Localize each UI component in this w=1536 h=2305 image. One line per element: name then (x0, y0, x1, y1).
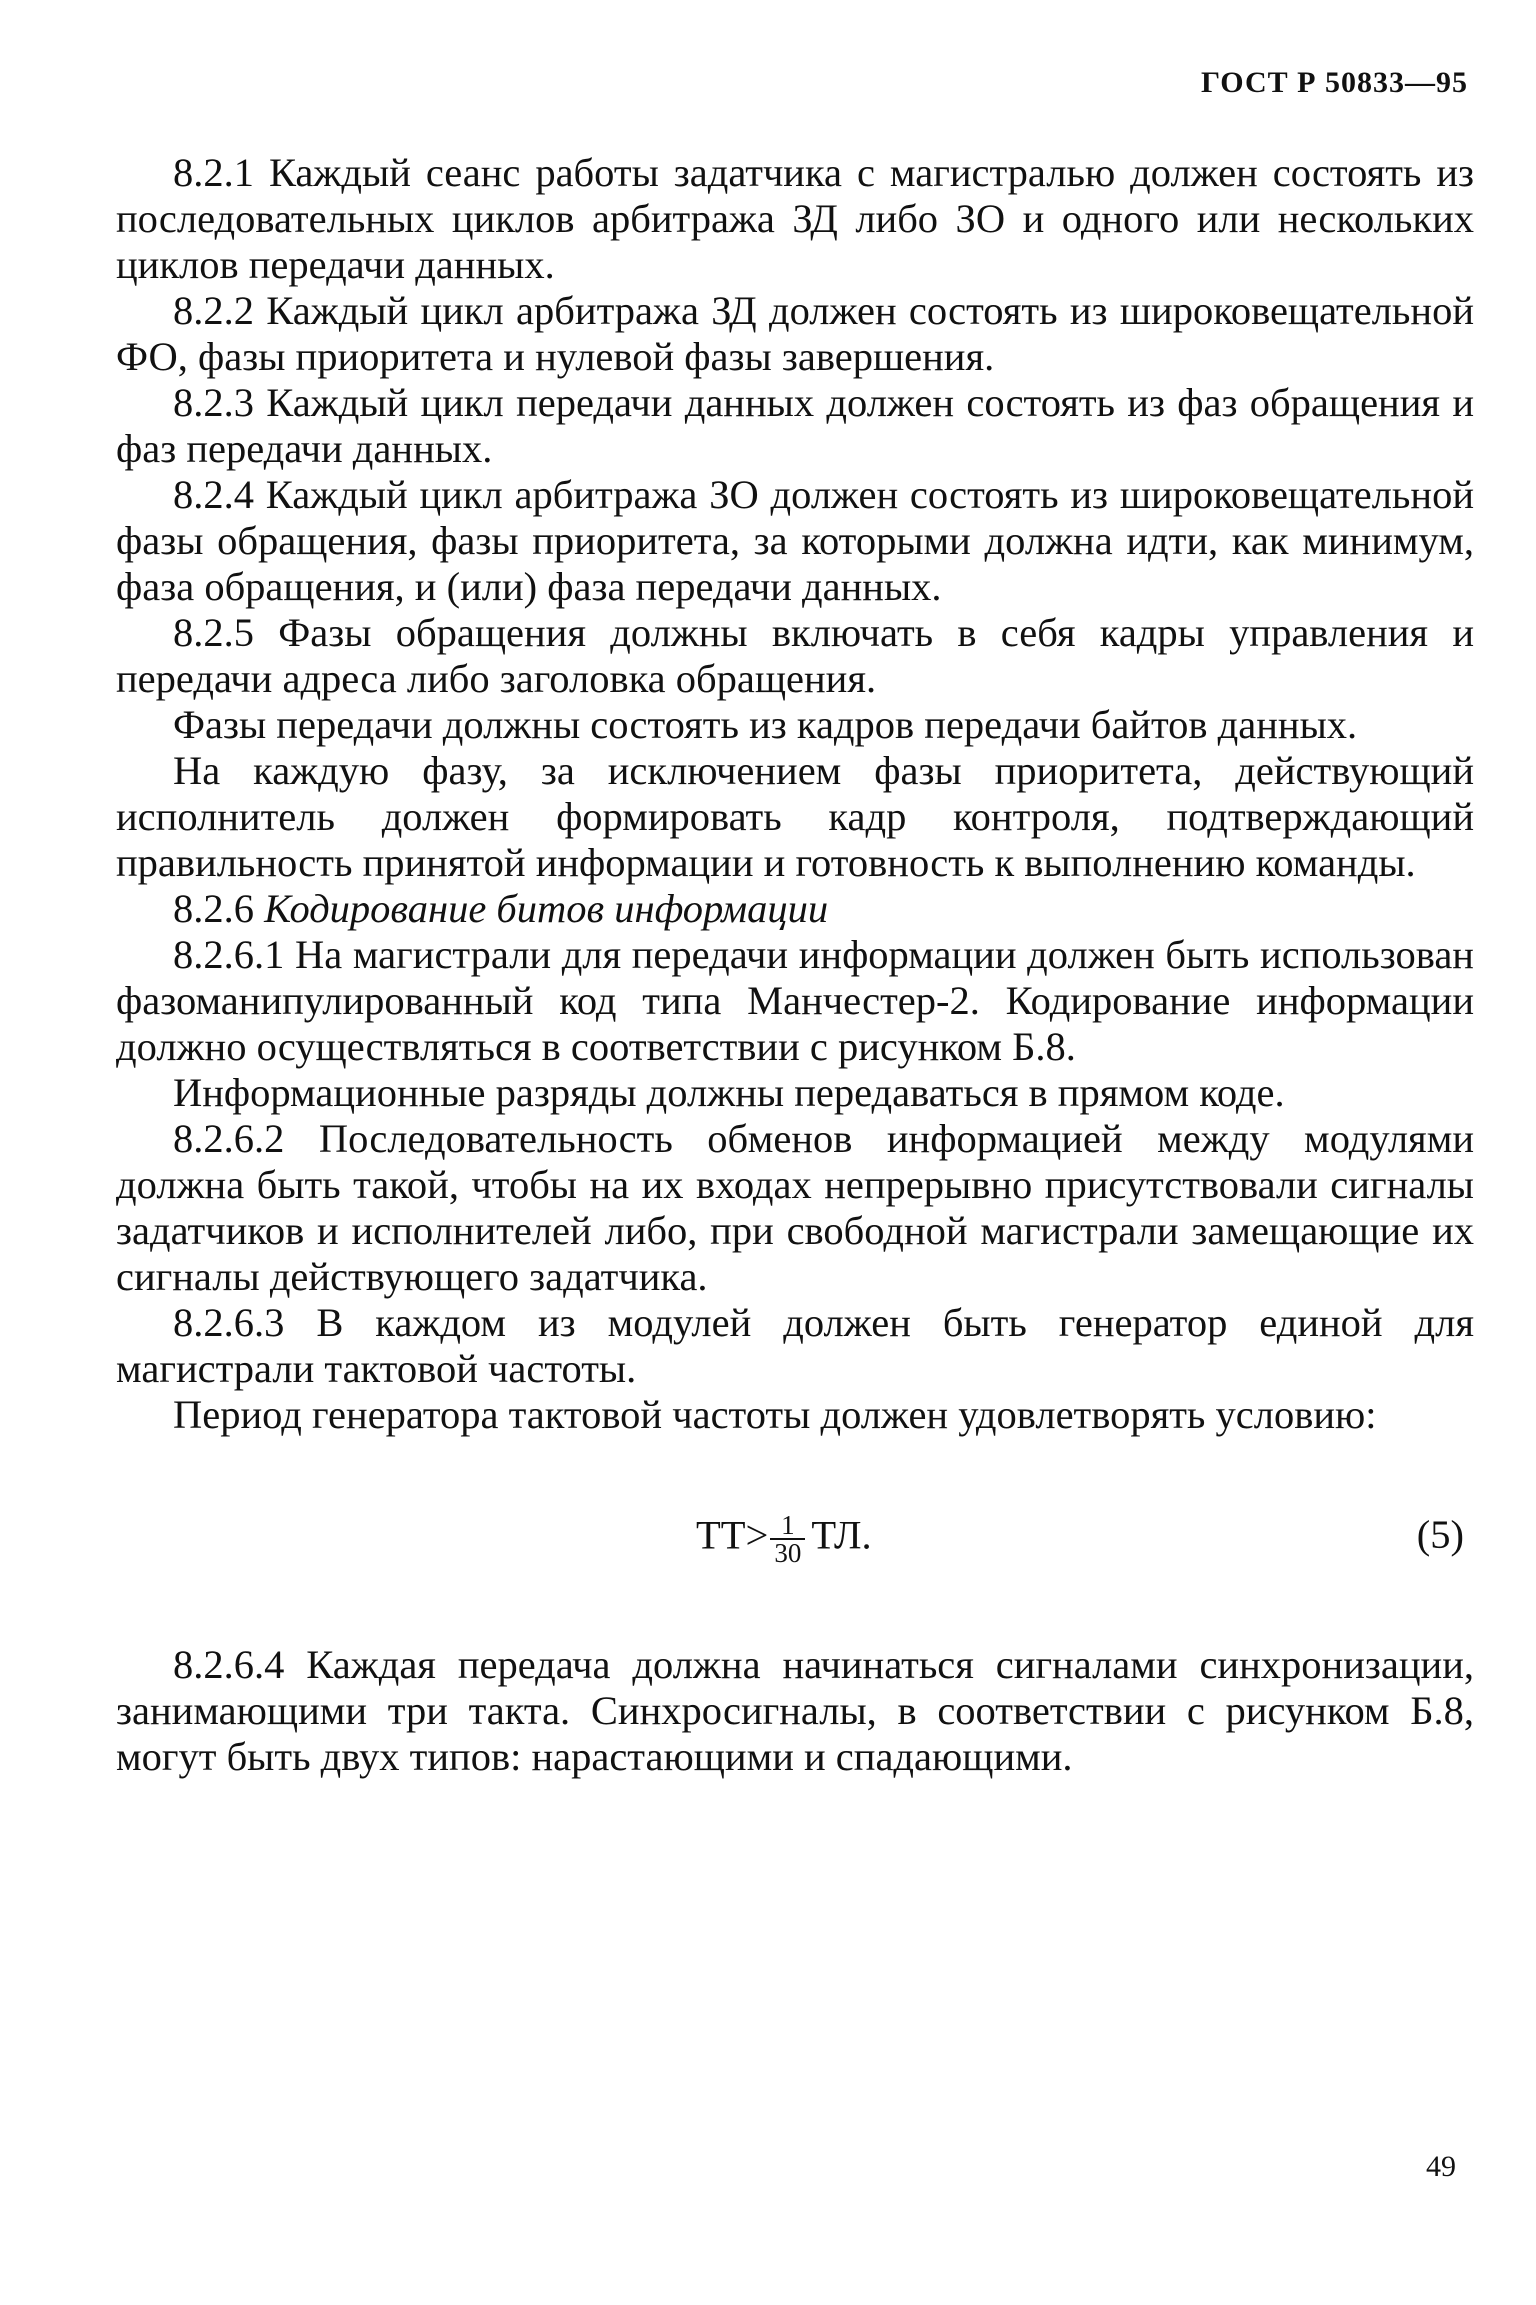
paragraph-direct-code: Информационные разряды должны передаваться в прямом коде. (173, 1070, 1285, 1115)
document-body (116, 150, 1474, 1780)
document-header: ГОСТ Р 50833—95 (1200, 66, 1468, 99)
paragraph-8-2-6-4: 8.2.6.4 Каждая передача должна начинаться сигналами синхронизации, занимающими три такта. Синхросигналы, в соответствии с рисунком Б.8, могут быть двух типов: нарастающими и спадающими. (116, 1642, 1474, 1779)
paragraph-transfer-phases: Фазы передачи должны состоять из кадров передачи байтов данных. (173, 702, 1358, 747)
paragraph-8-2-6-2: 8.2.6.2 Последовательность обменов информацией между модулями должна быть такой, чтобы на их входах непрерывно присутствовали сигналы задатчиков и исполнителей либо, при свободной магистрали замещающие их сигналы действующего задатчика. (116, 1116, 1474, 1299)
section-title: Кодирование битов информации (264, 886, 829, 931)
paragraph-8-2-6-3: 8.2.6.3 В каждом из модулей должен быть генератор единой для магистрали тактовой частоты. (116, 1300, 1474, 1391)
page-number: 49 (1426, 2150, 1456, 2183)
paragraph-8-2-3: 8.2.3 Каждый цикл передачи данных должен состоять из фаз обращения и фаз передачи данных. (116, 380, 1474, 471)
paragraph-8-2-5: 8.2.5 Фазы обращения должны включать в себя кадры управления и передачи адреса либо заголовка обращения. (116, 610, 1474, 701)
formula-block (116, 1474, 1474, 1610)
paragraph-8-2-2: 8.2.2 Каждый цикл арбитража ЗД должен состоять из широковещательной ФО, фазы приоритета и нулевой фазы завершения. (116, 288, 1474, 379)
section-number: 8.2.6 (173, 886, 254, 931)
formula-fraction (770, 1512, 805, 1566)
section-heading-8-2-6 (116, 886, 1474, 932)
paragraph-8-2-6-1: 8.2.6.1 На магистрали для передачи информации должен быть использован фазоманипулированный код типа Манчестер-2. Кодирование информации должно осуществляться в соответствии с рисунком Б.8. (116, 932, 1474, 1069)
paragraph-control-frame: На каждую фазу, за исключением фазы приоритета, действующий исполнитель должен формировать кадр контроля, подтверждающий правильность принятой информации и готовность к выполнению команды. (116, 748, 1474, 885)
paragraph-8-2-1: 8.2.1 Каждый сеанс работы задатчика с магистралью должен состоять из последовательных циклов арбитража ЗД либо ЗО и одного или нескольких циклов передачи данных. (116, 150, 1474, 287)
equation-number: (5) (1416, 1512, 1464, 1557)
formula-rhs: ТЛ. (811, 1512, 872, 1558)
formula-operator: > (745, 1512, 769, 1558)
paragraph-clock-period: Период генератора тактовой частоты должен удовлетворять условию: (173, 1392, 1377, 1437)
formula-lhs: ТТ (696, 1512, 746, 1558)
fraction-denominator: 30 (774, 1538, 802, 1568)
fraction-numerator: 1 (770, 1512, 805, 1540)
formula (696, 1512, 872, 1566)
paragraph-8-2-4: 8.2.4 Каждый цикл арбитража ЗО должен состоять из широковещательной фазы обращения, фазы приоритета, за которыми должна идти, как минимум, фаза обращения, и (или) фаза передачи данных. (116, 472, 1474, 609)
